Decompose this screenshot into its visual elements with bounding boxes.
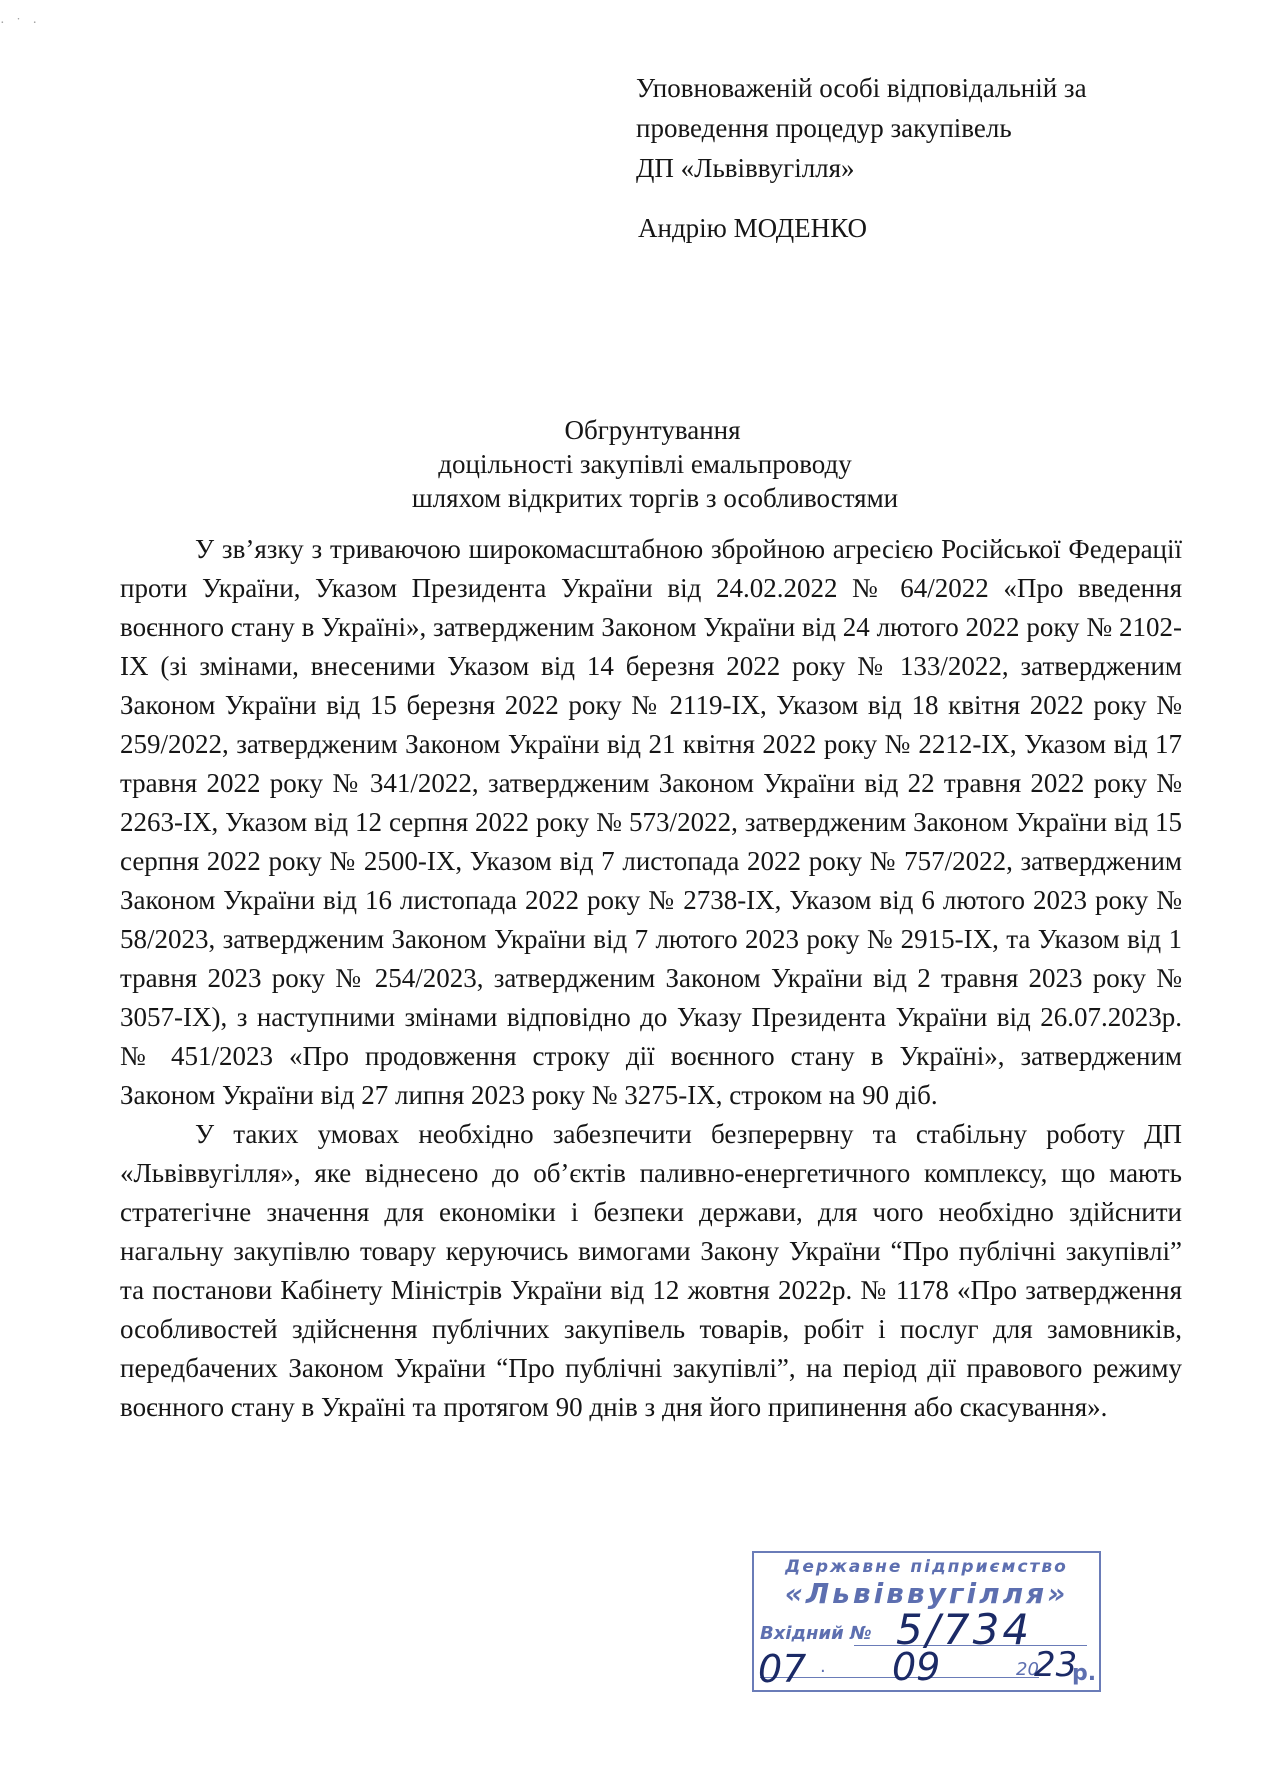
addressee-line-3: ДП «Львіввугілля» xyxy=(636,153,855,183)
title-line-2: доцільності закупівлі емальпроводу xyxy=(438,449,852,479)
title-line-3: шляхом відкритих торгів з особливостями xyxy=(411,483,899,513)
addressee-block xyxy=(636,68,1087,248)
stamp-date-month: 09 xyxy=(892,1645,941,1689)
stamp-organization-name: «Львіввугілля» xyxy=(784,1577,1069,1610)
stamp-organization-type: Державне підприємство xyxy=(785,1557,1068,1577)
body-paragraph-2: У таких умовах необхідно забезпечити безперервну та стабільну роботу ДП «Львіввугілля», яке віднесено до об’єктів паливно-енергетичного комплексу, що мають стратегічне значення для економіки і безпеки держави, для чого необхідно здійснити нагальну закупівлю товару керуючись вимогами Закону України “Про публічні закупівлі” та постанови Кабінету Міністрів України від 12 жовтня 2022р. № 1178 «Про затвердження особливостей здійснення публічних закупівель товарів, робіт і послуг для замовників, передбачених Законом України “Про публічні закупівлі”, на період дії правового режиму воєнного стану в Україні та протягом 90 днів з дня його припинення або скасування». xyxy=(120,1119,1182,1422)
addressee-line-2: проведення процедур закупівель xyxy=(636,113,1012,143)
stamp-date-day: 07 xyxy=(758,1647,807,1691)
document-title xyxy=(0,413,1265,515)
incoming-registration-stamp xyxy=(752,1551,1101,1692)
body-paragraph-1: У зв’язку з триваючою широкомасштабною збройною агресією Російської Федерації проти України, Указом Президента України від 24.02.2022 № 64/2022 «Про введення воєнного стану в Україні», затвердженим Законом України від 24 лютого 2022 року № 2102-IX (зі змінами, внесеними Указом від 14 березня 2022 року № 133/2022, затвердженим Законом України від 15 березня 2022 року № 2119-IX, Указом від 18 квітня 2022 року № 259/2022, затвердженим Законом України від 21 квітня 2022 року № 2212-IX, Указом від 17 травня 2022 року № 341/2022, затвердженим Законом України від 22 травня 2022 року № 2263-IX, Указом від 12 серпня 2022 року № 573/2022, затвердженим Законом України від 15 серпня 2022 року № 2500-IX, Указом від 7 листопада 2022 року № 757/2022, затвердженим Законом України від 16 листопада 2022 року № 2738-IX, Указом від 6 лютого 2023 року № 58/2023, затвердженим Законом України від 7 лютого 2023 року № 2915-IX, та Указом від 1 травня 2023 року № 254/2023, затвердженим Законом України від 2 травня 2023 року № 3057-IX), з наступними змінами відповідно до Указу Президента України від 26.07.2023р. № 451/2023 «Про продовження строку дії воєнного стану в Україні», затвердженим Законом України від 27 липня 2023 року № 3275-IX, строком на 90 діб. xyxy=(120,534,1182,1110)
scan-marks: · ˙ · xyxy=(0,16,41,31)
addressee-name: Андрію МОДЕНКО xyxy=(638,213,868,243)
stamp-year-unit: р. xyxy=(1072,1661,1097,1686)
stamp-incoming-label: Вхідний № xyxy=(760,1623,872,1644)
stamp-date-separator: · xyxy=(820,1661,826,1682)
title-line-1: Обгрунтування xyxy=(564,415,741,445)
document-body xyxy=(120,530,1182,1427)
stamp-incoming-number: 5/734 xyxy=(896,1605,1033,1654)
stamp-year-prefix: 20 xyxy=(1016,1659,1039,1680)
addressee-line-1: Уповноваженій особі відповідальній за xyxy=(636,73,1087,103)
stamp-year-handwritten: 23 xyxy=(1034,1645,1078,1685)
